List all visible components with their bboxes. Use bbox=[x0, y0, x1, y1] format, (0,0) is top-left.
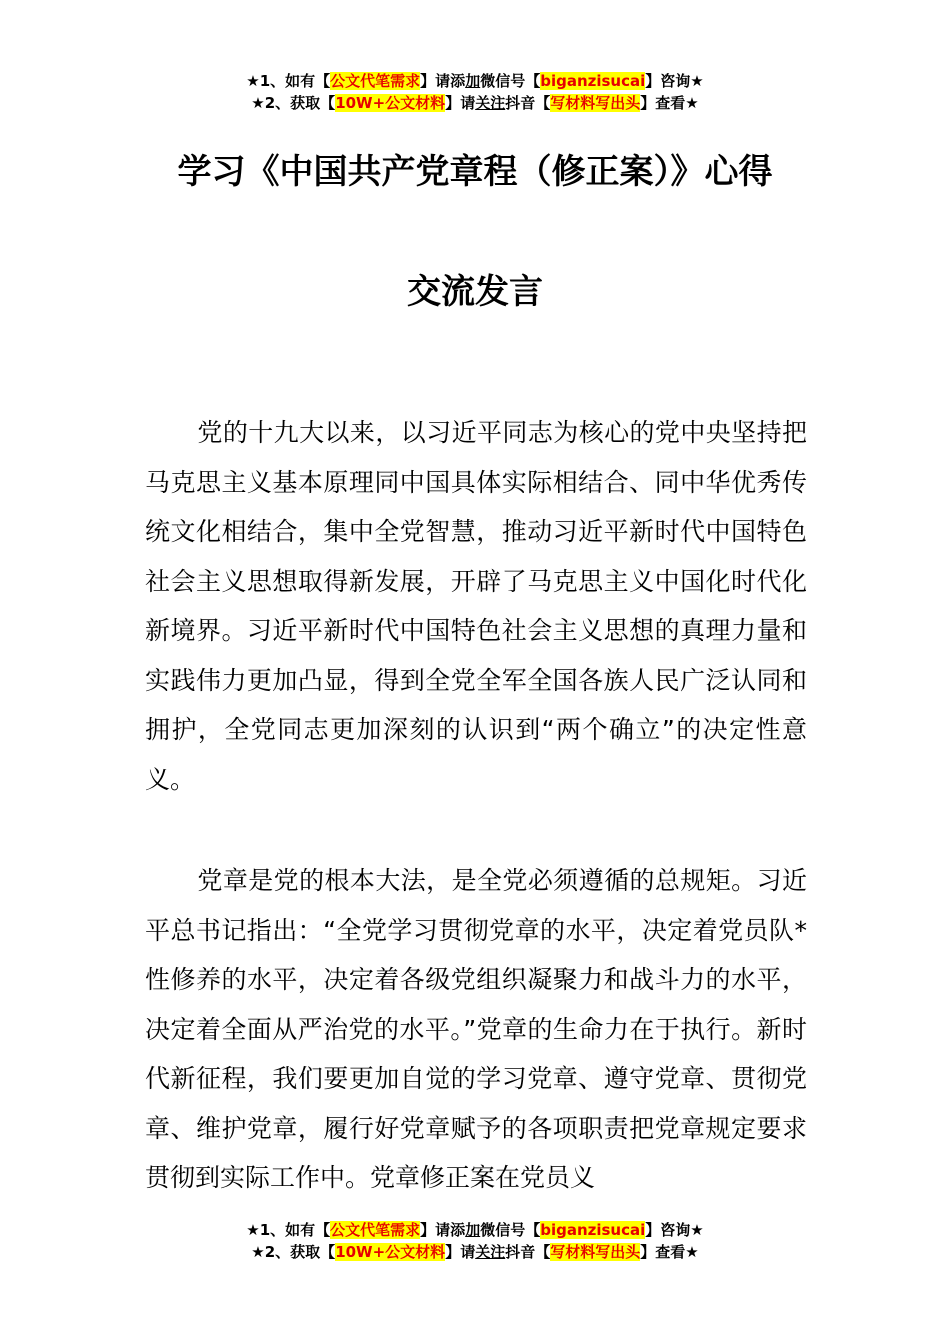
banner-text: 】请 bbox=[445, 1243, 476, 1261]
banner-emphasis: 关注 bbox=[475, 1243, 506, 1261]
banner-text: 】请添 bbox=[420, 1221, 466, 1239]
banner-text: 】请 bbox=[445, 94, 476, 112]
banner-text: ★1、如有【 bbox=[246, 72, 331, 90]
banner-highlight: 写材料写出头 bbox=[550, 1243, 641, 1261]
banner-emphasis: 加 bbox=[465, 72, 481, 90]
body-paragraph-1 bbox=[145, 408, 807, 804]
banner-emphasis: 关注 bbox=[475, 94, 506, 112]
paragraph-text: 党章是党的根本大法，是全党必须遵循的总规矩。习近平总书记指出：“全党学习贯彻党章的水平，决定着党员队*性修养的水平，决定着各级党组织凝聚力和战斗力的水平，决定着全面从严治党的水平。”党章的生命力在于执行。新时代新征程，我们要更加自觉的学习党章、遵守党章、贯彻党章、维护党章，履行好党章赋予的各项职责把党章规定要求贯彻到实际工作中。党章修正案在党员义 bbox=[145, 866, 807, 1192]
banner-text: ★2、获取【 bbox=[251, 94, 336, 112]
banner-highlight: 10W+公文材料 bbox=[335, 1243, 446, 1261]
banner-text: 抖音【 bbox=[505, 1243, 551, 1261]
banner-highlight: 写材料写出头 bbox=[550, 94, 641, 112]
banner-highlight: biganzisucai bbox=[540, 1221, 646, 1239]
banner-highlight: biganzisucai bbox=[540, 72, 646, 90]
banner-highlight: 10W+公文材料 bbox=[335, 94, 446, 112]
banner-text: 】请添 bbox=[420, 72, 466, 90]
document-title-line-2: 交流发言 bbox=[407, 272, 543, 312]
banner-line-2 bbox=[0, 1241, 950, 1263]
banner-line-1 bbox=[0, 70, 950, 92]
banner-text: 】查看★ bbox=[640, 94, 699, 112]
banner-text: 抖音【 bbox=[505, 94, 551, 112]
banner-text: 】查看★ bbox=[640, 1243, 699, 1261]
header-banner bbox=[0, 70, 950, 114]
footer-banner bbox=[0, 1219, 950, 1263]
banner-highlight: 公文代笔需求 bbox=[330, 1221, 421, 1239]
banner-text: 微信号【 bbox=[480, 72, 541, 90]
paragraph-text: 党的十九大以来，以习近平同志为核心的党中央坚持把马克思主义基本原理同中国具体实际相结合、同中华优秀传统文化相结合，集中全党智慧，推动习近平新时代中国特色社会主义思想取得新发展，开辟了马克思主义中国化时代化新境界。习近平新时代中国特色社会主义思想的真理力量和实践伟力更加凸显，得到全党全军全国各族人民广泛认同和拥护，全党同志更加深刻的认识到“两个确立”的决定性意义。 bbox=[145, 418, 807, 794]
body-paragraph-2 bbox=[145, 856, 807, 1203]
banner-text: ★1、如有【 bbox=[246, 1221, 331, 1239]
banner-text: ★2、获取【 bbox=[251, 1243, 336, 1261]
banner-text: 微信号【 bbox=[480, 1221, 541, 1239]
document-title-line-1: 学习《中国共产党章程（修正案）》心得 bbox=[177, 152, 773, 192]
banner-text: 】咨询★ bbox=[645, 72, 704, 90]
banner-text: 】咨询★ bbox=[645, 1221, 704, 1239]
banner-emphasis: 加 bbox=[465, 1221, 481, 1239]
banner-line-1 bbox=[0, 1219, 950, 1241]
banner-line-2 bbox=[0, 92, 950, 114]
banner-highlight: 公文代笔需求 bbox=[330, 72, 421, 90]
